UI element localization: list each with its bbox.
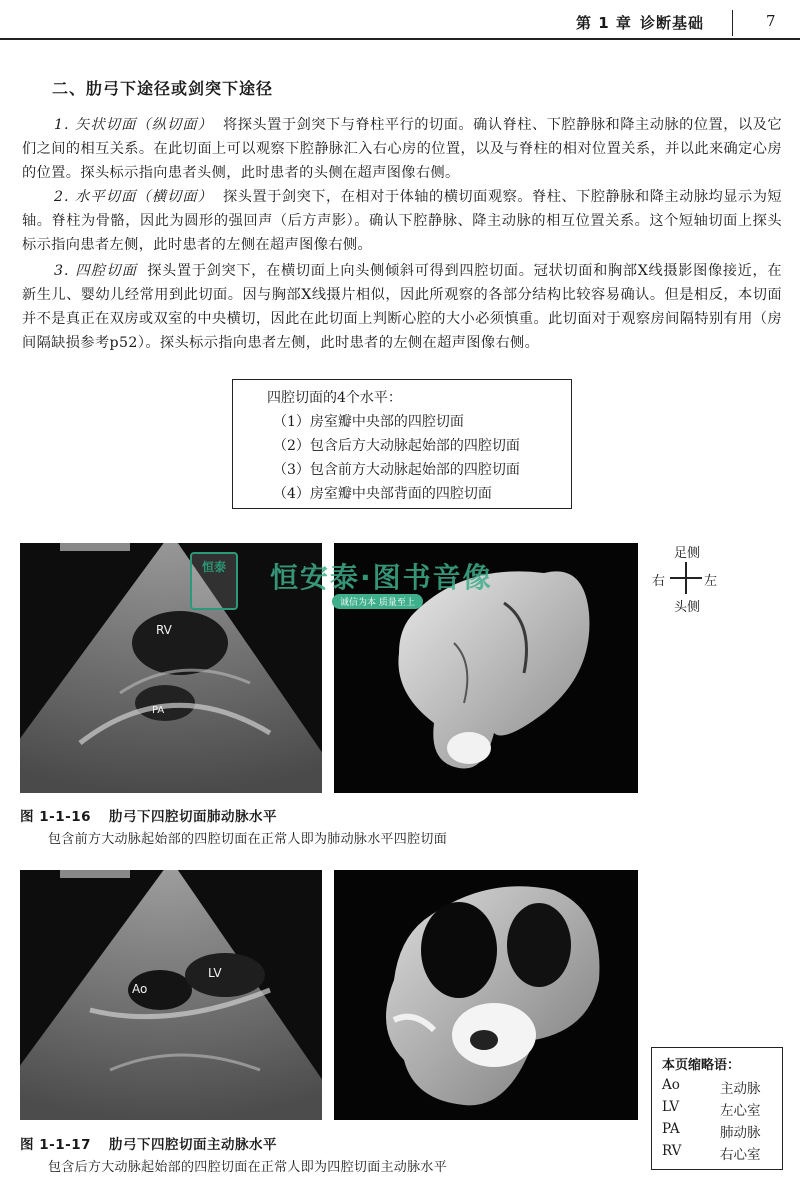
box-title: 四腔切面的4个水平： xyxy=(267,390,402,406)
paragraph-text: 探头置于剑突下，在相对于体轴的横切面观察。脊柱、下腔静脉和降主动脉均显示为短轴。脊柱为骨骼，因此为圆形的强回声（后方声影）。确认下腔静脉、降主动脉的相互位置关系。这个短轴切面上探头标示指向患者左侧，此时患者的左侧在超声图像右侧。 xyxy=(22,189,783,253)
chapter-title: 诊断基础 xyxy=(640,14,705,32)
running-header xyxy=(0,0,800,40)
paragraph-text: 探头置于剑突下，在横切面上向头侧倾斜可得到四腔切面。冠状切面和胸部X线摄影图像接近，在新生儿、婴幼儿经常用到此切面。因与胸部X线摄片相似，因此所观察的各部分结构比较容易确认。但是相反，本切面并不是真正在双房或双室的中央横切，因此在此切面上判断心腔的大小必须慎重。此切面对于观察房间隔特别有用（房间隔缺损参考p52）。探头标示指向患者左侧，此时患者的左侧在超声图像右侧。 xyxy=(22,263,782,351)
paragraph-four-chamber xyxy=(22,259,782,355)
watermark-text: 恒安泰·图书音像 xyxy=(270,561,493,594)
page-number: 7 xyxy=(766,12,776,30)
abbreviation-meaning: 左心室 xyxy=(720,1103,761,1119)
paragraph-sagittal xyxy=(22,113,782,185)
figure-title: 肋弓下四腔切面主动脉水平 xyxy=(108,1137,277,1153)
box-item: （4）房室瓣中央部背面的四腔切面 xyxy=(273,486,492,502)
label-ao: Ao xyxy=(132,982,148,996)
abbreviation-key: PA xyxy=(662,1121,680,1137)
abbreviation-row xyxy=(662,1099,782,1121)
abbreviation-key: RV xyxy=(662,1143,682,1159)
figure-title: 肋弓下四腔切面肺动脉水平 xyxy=(108,809,277,825)
abbreviations-title: 本页缩略语： xyxy=(662,1058,741,1073)
orientation-right: 左 xyxy=(704,574,718,589)
abbreviation-key: Ao xyxy=(662,1077,680,1093)
watermark-slogan: 诚信为本 质量至上 xyxy=(332,594,423,609)
abbreviation-row xyxy=(662,1121,782,1143)
figure-description: 包含前方大动脉起始部的四腔切面在正常人即为肺动脉水平四腔切面 xyxy=(48,832,448,847)
orientation-bottom: 头侧 xyxy=(674,600,701,615)
label-rv: RV xyxy=(156,623,172,637)
box-item: （2）包含后方大动脉起始部的四腔切面 xyxy=(273,438,520,454)
term-sagittal: 1. 矢状切面（纵切面） xyxy=(54,117,213,133)
figure-description: 包含后方大动脉起始部的四腔切面在正常人即为四腔切面主动脉水平 xyxy=(48,1160,448,1175)
heart-specimen-image-ao-level xyxy=(334,870,638,1120)
header-rule xyxy=(0,38,800,40)
label-lv: LV xyxy=(208,966,222,980)
orientation-cross-vertical xyxy=(685,562,687,594)
figure-number: 图 1-1-16 xyxy=(20,809,91,825)
watermark-seal: 恒泰 xyxy=(190,552,238,610)
box-item: （3）包含前方大动脉起始部的四腔切面 xyxy=(273,462,520,478)
orientation-indicator xyxy=(650,540,730,620)
orientation-left: 右 xyxy=(652,574,666,589)
term-four-chamber: 3. 四腔切面 xyxy=(54,263,138,279)
abbreviation-meaning: 主动脉 xyxy=(720,1081,761,1097)
abbreviation-key: LV xyxy=(662,1099,680,1115)
orientation-top: 足侧 xyxy=(674,546,701,561)
chapter-number: 第 1 章 xyxy=(576,14,632,32)
abbreviations-box xyxy=(651,1047,783,1170)
figure-caption xyxy=(20,805,277,825)
paragraph-text: 将探头置于剑突下与脊柱平行的切面。确认脊柱、下腔静脉和降主动脉的位置，以及它们之间的相互关系。在此切面上可以观察下腔静脉汇入右心房的位置，以及与脊柱的相对位置关系，并以此来确定心房的位置。探头标示指向患者头侧，此时患者的头侧在超声图像右侧。 xyxy=(22,117,783,181)
abbreviation-meaning: 右心室 xyxy=(720,1147,761,1163)
section-heading: 二、肋弓下途径或剑突下途径 xyxy=(52,79,274,98)
four-levels-box xyxy=(232,379,572,509)
abbreviation-row xyxy=(662,1143,782,1165)
paragraph-horizontal xyxy=(22,185,782,257)
box-item: （1）房室瓣中央部的四腔切面 xyxy=(273,414,464,430)
abbreviation-row xyxy=(662,1077,782,1099)
header-separator xyxy=(732,10,733,36)
figure-number: 图 1-1-17 xyxy=(20,1137,91,1153)
term-horizontal: 2. 水平切面（横切面） xyxy=(54,189,213,205)
ultrasound-image-ao-level xyxy=(20,870,322,1120)
figure-caption xyxy=(20,1133,277,1153)
publisher-watermark xyxy=(190,552,493,612)
abbreviation-meaning: 肺动脉 xyxy=(720,1125,761,1141)
label-pa: PA xyxy=(152,705,165,716)
